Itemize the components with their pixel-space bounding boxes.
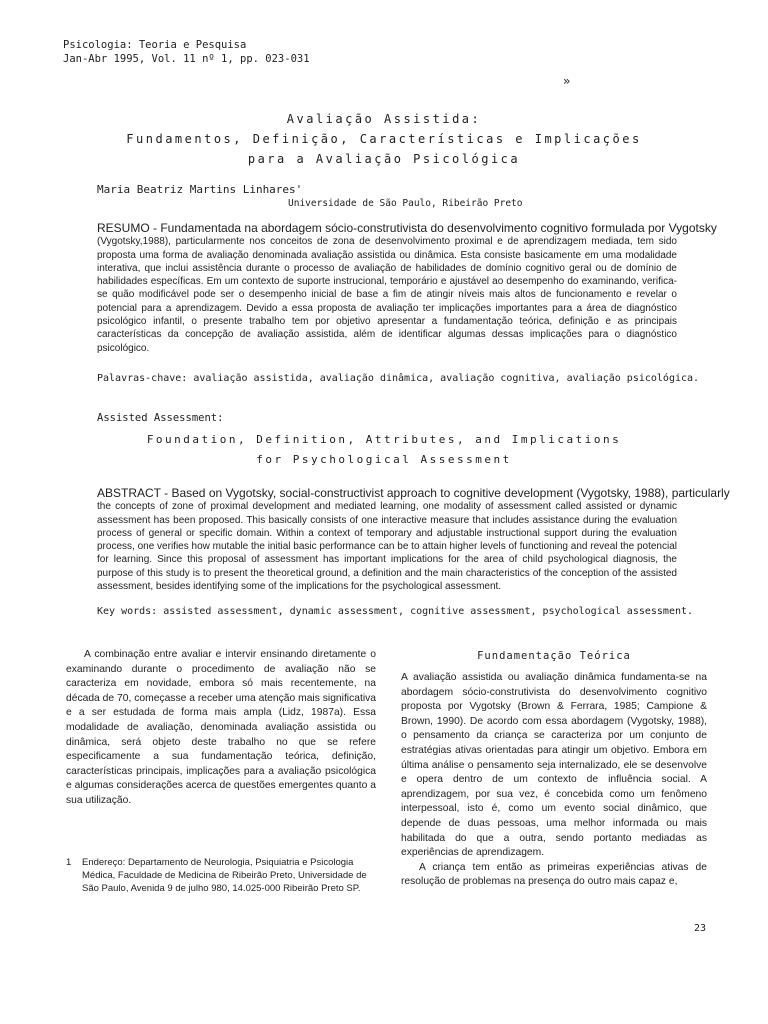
title-pt-line1: Avaliação Assistida: [286,112,482,126]
title-pt-line2: Fundamentos, Definição, Características e Implicações [126,132,642,146]
intro-paragraph: A combinação entre avaliar e intervir ensinando diretamente o examinando durante o procedimento de avaliação não se caracteriza em novidade, embora só mais recentemente, na década de 70, começasse a receber uma atenção mais significativa e a ser estudada de forma mais ampla (Lidz, 1987a). Essa modalidade de avaliação, denominada avaliação assistida ou dinâmica, será objeto deste trabalho no que se refere especificamente a sua fundamentação teórica, definição, características principais, implicações para a avaliação psicológica e algumas considerações acerca de questões emergentes quanto a sua utilização. [66,649,376,806]
right-column [401,671,707,890]
resumo-block [97,221,717,355]
page-mark: » [563,74,571,88]
title-pt-line3: para a Avaliação Psicológica [247,152,521,166]
footnote [66,856,376,895]
journal-name: Psicologia: Teoria e Pesquisa [63,39,247,51]
title-en-line1: Foundation, Definition, Attributes, and Implications [146,433,622,446]
abstract-body: the concepts of zone of proximal development and mediated learning, one modality of assessment called assisted or dynamic assessment has been proposed. This basically consists of one interactive measure that includes assistance during the evaluation process of general or specific domain. Within a context of temporary and adjustable instructional support during the evaluation process, one verifies how mutable the initial basic performance can be to attain higher levels of functioning and reveal the potencial for learning. Since this proposal of assessment has important implications for the area of child psychological diagnosis, the purpose of this study is to present the theoretical ground, a definition and the main characteristics of the conception of the assisted assessment, besides identifying some of the implications for the psychological assessment. [97,501,677,593]
en-title-label: Assisted Assessment: [97,412,224,424]
section-title: Fundamentação Teórica [477,650,631,662]
palavras-chave: Palavras-chave: avaliação assistida, avaliação dinâmica, avaliação cognitiva, avaliação psicológica. [97,373,700,384]
journal-issue: Jan-Abr 1995, Vol. 11 nº 1, pp. 023-031 [63,53,310,65]
theory-paragraph-2: A criança tem então as primeiras experiências ativas de resolução de problemas na presença do outro mais capaz e, [401,861,707,888]
resumo-body: (Vygotsky,1988), particularmente nos conceitos de zona de desenvolvimento proximal e de aprendizagem mediada, tem sido proposta uma forma de avaliação denominada avaliação assistida ou dinâmica. Esta consiste basicamente em uma modalidade interativa, que inclui assistência durante o processo de avaliação de habilidades de domínio cognitivo geral ou de domínio de habilidades específicas. Em um contexto de suporte instrucional, temporário e ajustável ao desempenho do examinando, verifica-se quão modificável pode ser o desempenho inicial de base a fim de atingir níveis mais altos de funcionamento e revelar o potencial para a aprendizagem. Devido a essa proposta de avaliação ter implicações importantes para a área de diagnóstico psicológico infantil, o presente trabalho tem por objetivo apresentar a fundamentação teórica, definição e as principais características da concepção de avaliação assistida, além de identificar algumas dessas implicações para o diagnóstico psicológico. [97,236,677,354]
author-name: Maria Beatriz Martins Linhares' [97,183,303,196]
page-number: 23 [694,923,707,934]
journal-header [63,38,310,66]
footnote-text: Endereço: Departamento de Neurologia, Psiquiatria e Psicologia Médica, Faculdade de Medicina de Ribeirão Preto, Universidade de São Paulo, Avenida 9 de julho 980, 14.025-000 Ribeirão Preto SP. [82,857,367,894]
theory-paragraph-1: A avaliação assistida ou avaliação dinâmica fundamenta-se na abordagem sócio-construtivista do desenvolvimento cognitivo proposta por Vygotsky (Brown & Ferrara, 1985; Campione & Brown, 1990). De acordo com essa abordagem (Vygotsky, 1988), o pensamento da criança se caracteriza por um conjunto de estratégias ativas orientadas para atingir um objetivo. Embora em última análise o pensamento seja internalizado, ele se desenvolve e opera dentro de um contexto de influência social. A aprendizagem, por sua vez, é concebida como um fenômeno interpessoal, isto é, como um evento social dinâmico, que depende de duas pessoas, uma melhor informada ou mais habilitada do que a outra, sendo portanto mediadas as experiências de aprendizagem. [401,672,707,859]
title-en-line2: for Psychological Assessment [256,453,512,466]
resumo-lead: RESUMO - Fundamentada na abordagem sócio-construtivista do desenvolvimento cognitivo formulada por Vygotsky [97,221,717,235]
abstract-block [97,486,730,593]
footnote-number: 1 [66,857,72,868]
keywords-en: Key words: assisted assessment, dynamic assessment, cognitive assessment, psychological assessment. [97,606,694,617]
left-column [66,648,376,809]
abstract-lead: ABSTRACT - Based on Vygotsky, social-constructivist approach to cognitive development (Vygotsky, 1988), particularly [97,486,730,500]
author-affiliation: Universidade de São Paulo, Ribeirão Preto [288,198,523,209]
